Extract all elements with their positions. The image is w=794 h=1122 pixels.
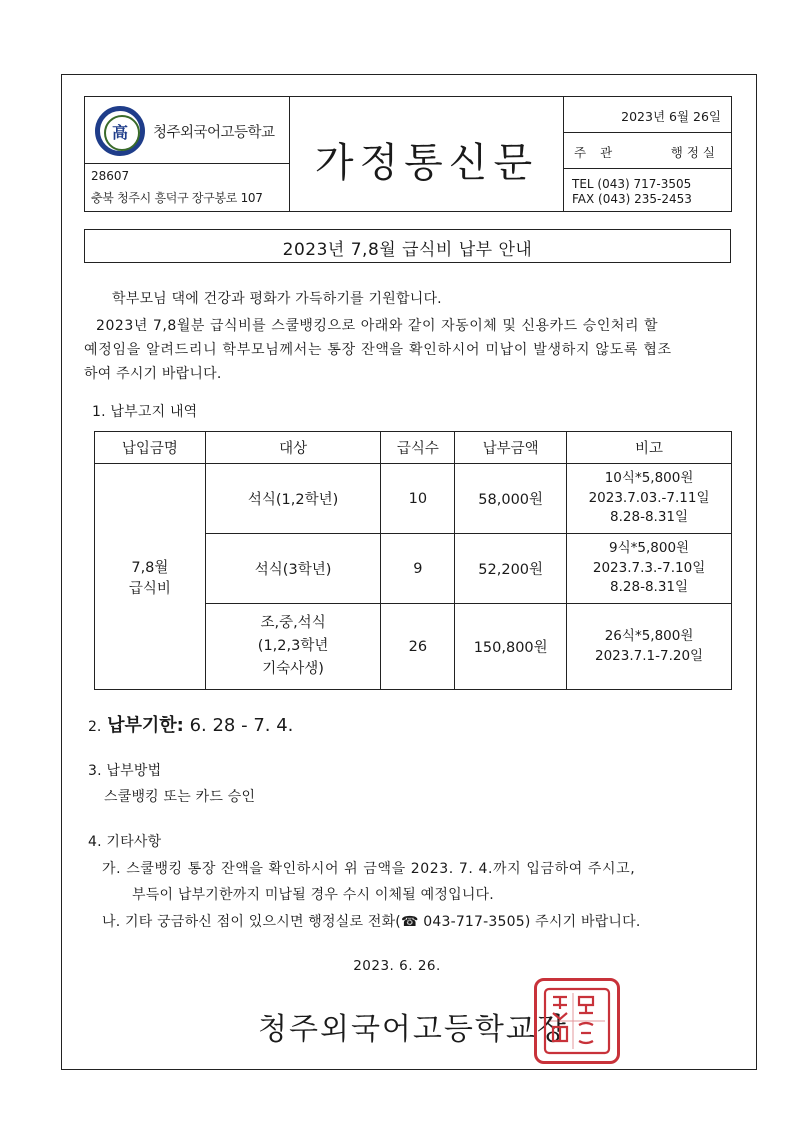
target-cell bbox=[205, 604, 381, 690]
title-box bbox=[290, 96, 563, 212]
notice-a-line-1: 가. 스쿨뱅킹 통장 잔액을 확인하시어 위 금액을 2023. 7. 4.까지 입금하여 주시고, bbox=[102, 861, 636, 877]
item-name-cell bbox=[95, 464, 206, 690]
school-info-box bbox=[84, 96, 290, 212]
item-name-line: 7,8월 bbox=[131, 559, 169, 576]
section-1-title: 1. 납부고지 내역 bbox=[92, 404, 198, 420]
subject-title: 2023년 7,8월 급식비 납부 안내 bbox=[84, 229, 731, 263]
body-line-2: 예정임을 알려드리니 학부모님께서는 통장 잔액을 확인하시어 미납이 발생하지 않도록 협조 bbox=[84, 342, 672, 358]
seal-pattern bbox=[537, 981, 617, 1061]
note-line: 26식*5,800원 bbox=[604, 627, 694, 644]
payment-method: 스쿨뱅킹 또는 카드 승인 bbox=[104, 789, 256, 805]
greeting: 학부모님 댁에 건강과 평화가 가득하기를 기원합니다. bbox=[112, 291, 442, 307]
note-cell bbox=[567, 604, 732, 690]
section-2-number: 2. bbox=[88, 719, 102, 735]
telephone: TEL (043) 717-3505 bbox=[572, 177, 692, 191]
body-line-1: 2023년 7,8월분 급식비를 스쿨뱅킹으로 아래와 같이 자동이체 및 신용카드 승인처리 할 bbox=[96, 318, 659, 334]
table-header-row bbox=[95, 432, 732, 464]
note-cell bbox=[567, 534, 732, 604]
notice-a-line-2: 부득이 납부기한까지 미납될 경우 수시 이체될 예정입니다. bbox=[132, 887, 494, 903]
principal-signature: 청주외국어고등학교장 bbox=[258, 1012, 568, 1047]
note-line: 2023.7.1-7.20일 bbox=[595, 647, 704, 664]
table-header: 급식수 bbox=[381, 432, 455, 464]
count-cell: 26 bbox=[381, 604, 455, 690]
deadline-value: 6. 28 - 7. 4. bbox=[189, 715, 294, 736]
target-line: 석식(3학년) bbox=[254, 562, 332, 578]
issue-date: 2023년 6월 26일 bbox=[564, 97, 731, 133]
target-cell bbox=[205, 464, 381, 534]
document-title: 가정통신문 bbox=[314, 140, 539, 186]
body-line-3: 하여 주시기 바랍니다. bbox=[84, 366, 222, 382]
fee-table bbox=[94, 431, 732, 690]
table-header: 대상 bbox=[205, 432, 381, 464]
note-line: 8.28-8.31일 bbox=[610, 509, 689, 526]
table-header: 납입금명 bbox=[95, 432, 206, 464]
note-line: 2023.7.3.-7.10일 bbox=[592, 559, 706, 576]
count-cell: 9 bbox=[381, 534, 455, 604]
amount-cell: 52,200원 bbox=[455, 534, 567, 604]
department-value: 행정실 bbox=[670, 145, 719, 160]
note-line: 2023.7.03.-7.11일 bbox=[588, 489, 710, 506]
issue-info-box bbox=[563, 96, 732, 212]
section-3-title: 3. 납부방법 bbox=[88, 763, 162, 779]
logo-row bbox=[85, 97, 289, 164]
notice-b: 나. 기타 궁금하신 점이 있으시면 행정실로 전화(☎ 043-717-3505) 주시기 바랍니다. bbox=[102, 914, 641, 930]
target-line: 기숙사생) bbox=[262, 661, 324, 678]
count-cell: 10 bbox=[381, 464, 455, 534]
table-header: 납부금액 bbox=[455, 432, 567, 464]
target-line: 조,중,석식 bbox=[260, 614, 326, 631]
section-4-title: 4. 기타사항 bbox=[88, 834, 162, 850]
item-name-line: 급식비 bbox=[128, 580, 171, 597]
amount-cell: 150,800원 bbox=[455, 604, 567, 690]
school-address: 충북 청주시 흥덕구 장구봉로 107 bbox=[91, 191, 263, 205]
zip-code: 28607 bbox=[91, 169, 130, 183]
fax: FAX (043) 235-2453 bbox=[572, 192, 692, 206]
official-seal-icon bbox=[534, 978, 620, 1064]
note-cell bbox=[567, 464, 732, 534]
school-name: 청주외국어고등학교 bbox=[153, 125, 275, 141]
school-logo-icon bbox=[95, 106, 145, 156]
payment-deadline bbox=[88, 711, 293, 737]
target-line: 석식(1,2학년) bbox=[247, 492, 339, 508]
department-row bbox=[564, 133, 731, 169]
note-line: 10식*5,800원 bbox=[604, 470, 694, 487]
target-line: (1,2,3학년 bbox=[257, 637, 329, 654]
amount-cell: 58,000원 bbox=[455, 464, 567, 534]
note-line: 8.28-8.31일 bbox=[610, 579, 689, 596]
target-cell bbox=[205, 534, 381, 604]
note-line: 9식*5,800원 bbox=[609, 540, 690, 557]
sign-date: 2023. 6. 26. bbox=[353, 958, 441, 974]
logo-char: 高 bbox=[111, 123, 128, 142]
department-label: 주관 bbox=[574, 145, 627, 160]
table-row bbox=[95, 464, 732, 534]
deadline-label: 납부기한: bbox=[107, 715, 184, 736]
table-header: 비고 bbox=[567, 432, 732, 464]
